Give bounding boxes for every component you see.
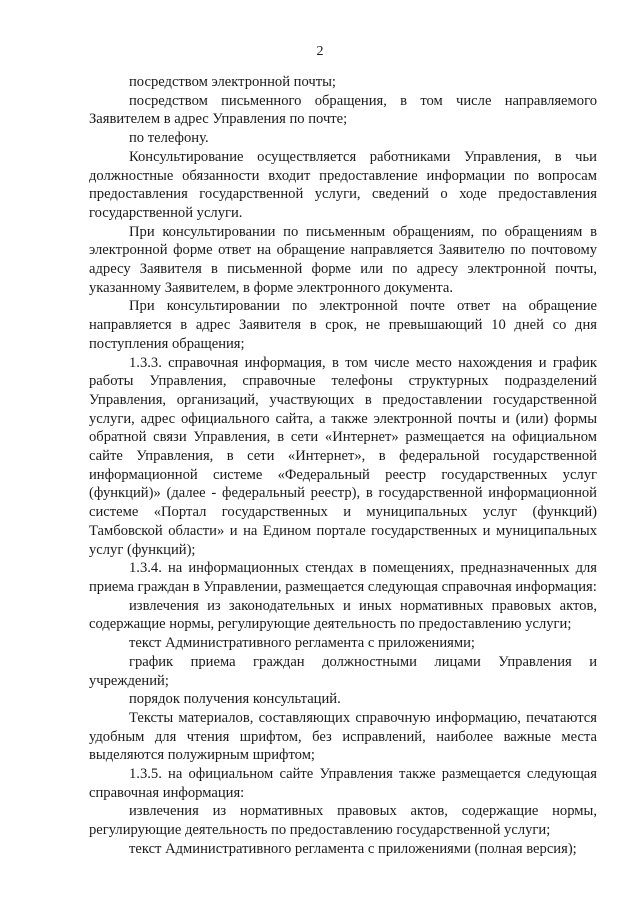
paragraph: извлечения из законодательных и иных нормативных правовых актов, содержащие нормы, регулирующие деятельность по предоставлению услуги; bbox=[89, 597, 597, 633]
page-number: 2 bbox=[316, 44, 324, 59]
paragraph: 1.3.5. на официальном сайте Управления также размещается следующая справочная информация: bbox=[89, 766, 597, 801]
paragraph: Консультирование осуществляется работниками Управления, в чьи должностные обязанности входит предоставление информации по вопросам предоставления государственной услуги, сведений о ходе предоставления государственной услуги. bbox=[89, 148, 597, 221]
paragraph: график приема граждан должностными лицами Управления и учреждений; bbox=[89, 653, 597, 689]
paragraph: порядок получения консультаций. bbox=[129, 691, 341, 708]
document-body bbox=[89, 73, 597, 859]
paragraph: посредством электронной почты; bbox=[129, 74, 336, 90]
paragraph: Тексты материалов, составляющих справочную информацию, печатаются удобным для чтения шрифтом, без исправлений, наиболее важные места выделяются полужирным шрифтом; bbox=[89, 709, 597, 764]
paragraph: извлечения из нормативных правовых актов, содержащие нормы, регулирующие деятельность по предоставлению государственной услуги; bbox=[89, 803, 597, 839]
paragraph: При консультировании по письменным обращениям, по обращениям в электронной форме ответ на обращение направляется Заявителю по почтовому адресу Заявителя в письменной форме или по адресу электронной почты, указанному Заявителем, в форме электронного документа. bbox=[89, 223, 597, 296]
paragraph: по телефону. bbox=[129, 130, 209, 147]
paragraph: 1.3.4. на информационных стендах в помещениях, предназначенных для приема граждан в Управлении, размещается следующая справочная информация: bbox=[89, 560, 597, 595]
paragraph: текст Административного регламента с приложениями; bbox=[129, 635, 475, 652]
paragraph: При консультировании по электронной почте ответ на обращение направляется в адрес Заявителя в срок, не превышающий 10 дней со дня поступления обращения; bbox=[89, 298, 597, 352]
paragraph: 1.3.3. справочная информация, в том числе место нахождения и график работы Управления, справочные телефоны структурных подразделений Управления, организаций, участвующих в предоставлении государственной услуги, адрес официального сайта, а также электронной почты и (или) формы обратной связи Управления, в сети «Интернет» размещается на официальном сайте Управления, в сети «Интернет», в федеральной государственной информационной системе «Федеральный реестр государственных услуг (функций)» (далее - федеральный реестр), в государственной информационной системе «Портал государственных и муниципальных услуг (функций) Тамбовской области» и на Едином портале государственных и муниципальных услуг (функций); bbox=[89, 354, 597, 558]
paragraph: посредством письменного обращения, в том числе направляемого Заявителем в адрес Управления по почте; bbox=[89, 92, 597, 128]
paragraph: текст Административного регламента с приложениями (полная версия); bbox=[129, 840, 577, 857]
